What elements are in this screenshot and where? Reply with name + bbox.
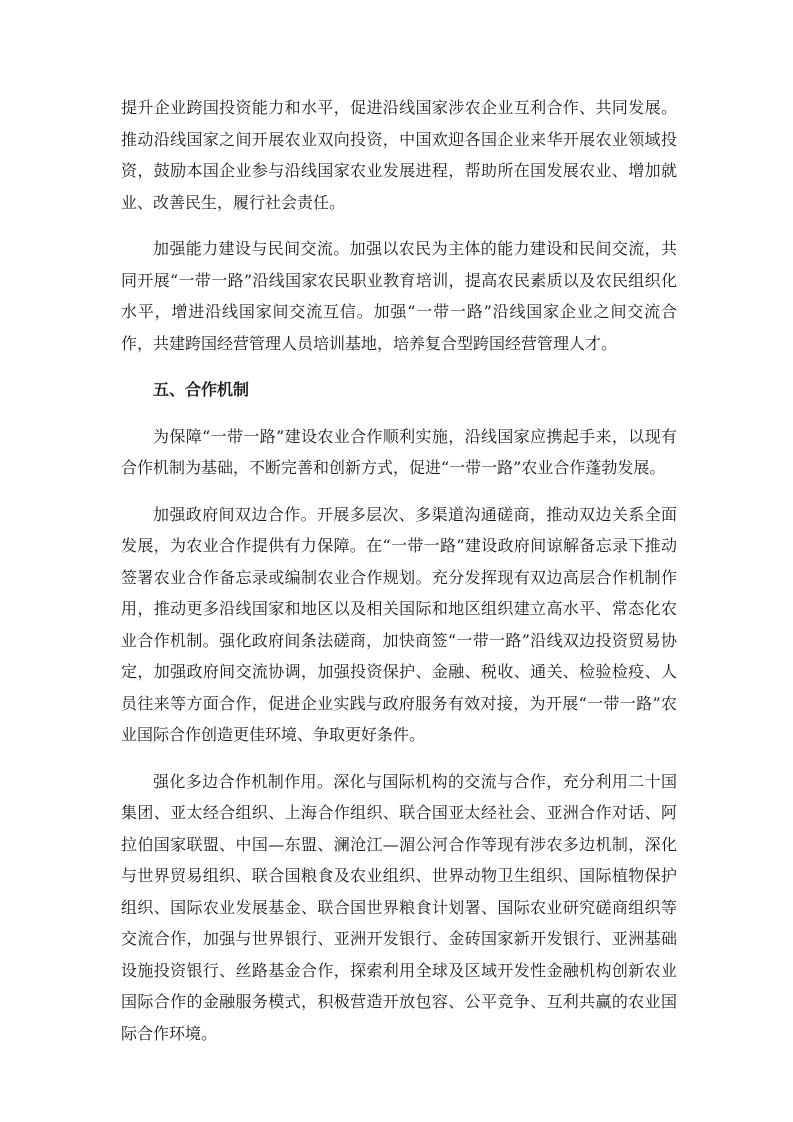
document-body bbox=[121, 92, 677, 1064]
section-heading: 五、合作机制 bbox=[153, 380, 250, 399]
body-paragraph: 加强政府间双边合作。开展多层次、多渠道沟通磋商，推动双边关系全面发展，为农业合作提供有力保障。在“一带一路”建设政府间谅解备忘录下推动签署农业合作备忘录或编制农业合作规划。充分发挥现有双边高层合作机制作用，推动更多沿线国家和地区以及相关国际和地区组织建立高水平、常态化农业合作机制。强化政府间条法磋商，加快商签“一带一路”沿线双边投资贸易协定，加强政府间交流协调，加强投资保护、金融、税收、通关、检验检疫、人员往来等方面合作，促进企业实践与政府服务有效对接，为开展“一带一路”农业国际合作创造更佳环境、争取更好条件。 bbox=[121, 504, 677, 744]
body-paragraph: 加强能力建设与民间交流。加强以农民为主体的能力建设和民间交流，共同开展“一带一路”沿线国家农民职业教育培训，提高农民素质以及农民组织化水平，增进沿线国家间交流互信。加强“一带一路”沿线国家企业之间交流合作，共建跨国经营管理人员培训基地，培养复合型跨国经营管理人才。 bbox=[121, 239, 677, 353]
body-paragraph: 提升企业跨国投资能力和水平，促进沿线国家涉农企业互利合作、共同发展。推动沿线国家之间开展农业双向投资，中国欢迎各国企业来华开展农业领域投资，鼓励本国企业参与沿线国家农业发展进程，帮助所在国发展农业、增加就业、改善民生，履行社会责任。 bbox=[121, 98, 677, 212]
body-paragraph: 强化多边合作机制作用。深化与国际机构的交流与合作，充分利用二十国集团、亚太经合组织、上海合作组织、联合国亚太经社会、亚洲合作对话、阿拉伯国家联盟、中国—东盟、澜沧江—湄公河合作等现有涉农多边机制，深化与世界贸易组织、联合国粮食及农业组织、世界动物卫生组织、国际植物保护组织、国际农业发展基金、联合国世界粮食计划署、国际农业研究磋商组织等交流合作，加强与世界银行、亚洲开发银行、金砖国家新开发银行、亚洲基础设施投资银行、丝路基金合作，探索利用全球及区域开发性金融机构创新农业国际合作的金融服务模式，积极营造开放包容、公平竞争、互利共赢的农业国际合作环境。 bbox=[121, 771, 677, 1043]
body-paragraph: 为保障“一带一路”建设农业合作顺利实施，沿线国家应携起手来，以现有合作机制为基础，不断完善和创新方式，促进“一带一路”农业合作蓬勃发展。 bbox=[121, 426, 677, 477]
